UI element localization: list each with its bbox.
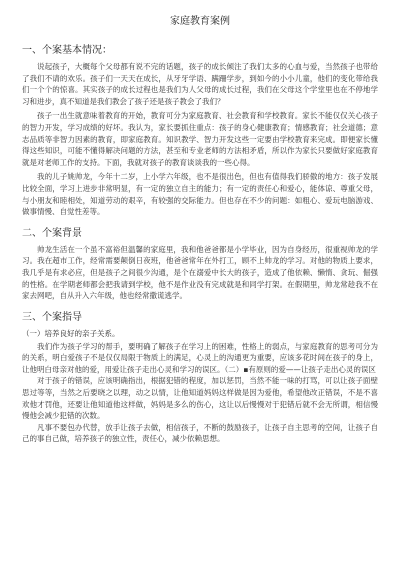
guidance-body <box>22 341 378 445</box>
section-heading-guidance: 三、个案指导 <box>22 311 82 323</box>
paragraph: 帅龙生活在一个虽不富裕但温馨的家庭里，我和他爸爸都是小学毕业，因为自身经历，很重视帅龙的学习。我在超市工作，经常需要颠倒日夜班，他爸爸常年在外打工，顾不上帅龙的学习。对他的物质上要求，我几乎是有求必应，但是孩子之间很少沟通，是个在溺爱中长大的孩子，造成了他依赖、懒惰、贪玩、倔强的性格。在学期老师都会把我请到学校，他不是作业没有完成就是和同学打架。在假期里，帅龙常趁我不在家去网吧，自从升入六年级，他也经常撒谎逃学。 <box>22 244 378 301</box>
paragraph: 我的儿子姚帅龙，今年十二岁，上小学六年级，也不是很出色，但也有值得我们骄傲的地方：孩子发展比较全面，学习上进步非常明显，有一定的独立自主的能力；有一定的责任心和爱心，能体谅、尊重父母，与小朋友和睦相处，知道劳动的艰辛，有较强的交际能力。但也存在不少的问题：如粗心、爱玩电脑游戏、做事情慢、自觉性差等。 <box>22 172 378 217</box>
paragraph: 对于孩子的错误，应该明确指出，根据犯错的程度，加以惩罚，当然不能一味的打骂，可以让孩子面壁思过等等，当然之后要晓之以理，动之以情，让他知道妈妈这样做是因为爱他，希望他改正错误，不是不喜欢他才罚他，还要让他知道他这样做，妈妈是多么的伤心，这让以后慢慢对于犯错后就不会无所谓，相信慢慢他会减少犯错的次数。 <box>22 376 378 421</box>
subsection-heading: （一）培养良好的亲子关系。 <box>22 328 120 338</box>
paragraph: 说起孩子，大概每个父母都有说不完的话题，孩子的成长倾注了我们太多的心血与爱，当然孩子也带给了我们不请的欢乐。孩子们一天天在成长，从牙牙学语、蹒跚学步，到如今的小小儿童，他们的变化带给我们一个个的惊喜。其实孩子的成长过程也是我们为人父母的成长过程，我们在父母这个学堂里也在不停地学习和进步，真不知道是我们教会了孩子还是孩子教会了我们？ <box>22 62 378 106</box>
section-heading-background: 二、个案背景 <box>22 227 82 239</box>
document-title: 家庭教育案例 <box>170 16 230 27</box>
paragraph: 我们作为孩子学习的帮手，要明确了解孩子在学习上的困难，性格上的弱点，与家庭教育的思考可分为的关系，明白爱孩子不是仅仅局限于物质上的满足，心灵上的沟通更为重要，应该多花时间在孩子的身上，让他明白母亲对他的爱，用爱让孩子走出心灵和学习的误区。（二）▪有原则的爱——让孩子走出心灵的误区 <box>22 341 378 374</box>
section-heading-basic-info: 一、个案基本情况： <box>22 45 112 56</box>
paragraph: 凡事不要包办代替，放手让孩子去做，相信孩子，不断的鼓励孩子，让孩子自主思考的空间，让孩子自己的事自己做，培养孩子的独立性，责任心，减少依赖思想。 <box>22 422 378 444</box>
paragraph: 孩子一出生就意味着教育的开始，教育可分为家庭教育、社会教育和学校教育。家长不能仅仅关心孩子的智力开发，学习成绩的好坏。我认为，家长要抓住重点：孩子的身心健康教育；情感教育；社会道德；意志品质等非智力因素的教育，即家庭教育。知识教学、智力开发这些一定要由学校教育来完成。即便家长懂得这些知识，可能不懂得解决问题的方法，甚至和专业老师的方法相矛盾，所以作为家长只要做好家庭教育就是对老师工作的支持。下面，我就对孩子的教育谈谈我的一些心得。 <box>22 111 378 167</box>
